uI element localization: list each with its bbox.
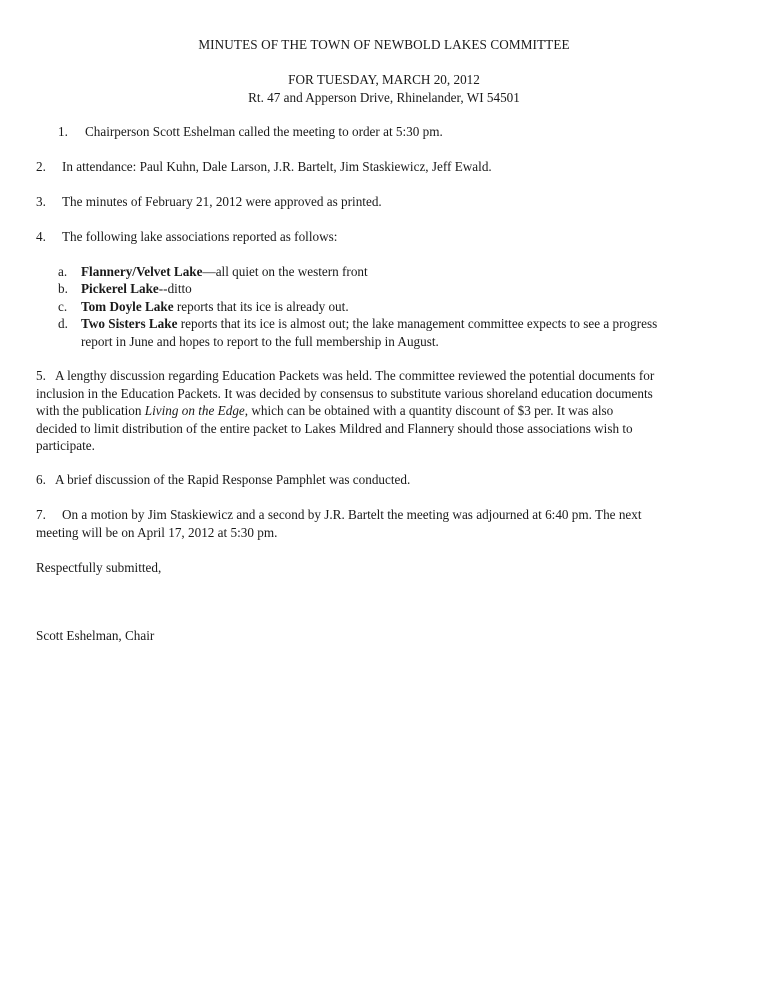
item-text: Chairperson Scott Eshelman called the meeting to order at 5:30 pm. — [85, 124, 443, 139]
item-text-line: participate. — [36, 438, 95, 453]
item-number: 1. — [58, 124, 68, 139]
item-number: 5. — [36, 368, 46, 383]
item-number: 2. — [36, 159, 46, 174]
lake-letter: b. — [58, 281, 68, 296]
lake-letter: c. — [58, 299, 68, 314]
minutes-item-5 — [36, 367, 736, 455]
meeting-address: Rt. 47 and Apperson Drive, Rhinelander, WI 54501 — [248, 90, 520, 105]
publication-title: Living on the Edge — [144, 403, 245, 418]
closing-salutation: Respectfully submitted, — [36, 560, 162, 575]
document-title: MINUTES OF THE TOWN OF NEWBOLD LAKES COMMITTEE — [198, 37, 570, 52]
lake-name: Pickerel Lake — [81, 281, 159, 296]
item-text-segment: with the publication — [36, 403, 145, 418]
lake-report-text-cont: report in June and hopes to report to the full membership in August. — [81, 333, 439, 349]
item-text: The following lake associations reported as follows: — [62, 229, 338, 244]
item-text-line: On a motion by Jim Staskiewicz and a second by J.R. Bartelt the meeting was adjourned at 6:40 pm. The next — [62, 507, 642, 522]
signature-name: Scott Eshelman, Chair — [36, 628, 155, 643]
minutes-item-1 — [58, 123, 758, 141]
item-text: In attendance: Paul Kuhn, Dale Larson, J.R. Bartelt, Jim Staskiewicz, Jeff Ewald. — [62, 159, 492, 174]
lake-letter: d. — [58, 316, 68, 331]
minutes-item-4 — [36, 228, 736, 246]
item-text: The minutes of February 21, 2012 were approved as printed. — [62, 194, 382, 209]
item-number: 6. — [36, 472, 46, 487]
item-number: 4. — [36, 229, 46, 244]
lake-name: Two Sisters Lake — [81, 316, 178, 331]
minutes-item-6 — [36, 471, 736, 489]
minutes-item-2 — [36, 158, 736, 176]
lake-report-text: --ditto — [158, 281, 192, 296]
meeting-date: FOR TUESDAY, MARCH 20, 2012 — [288, 72, 480, 87]
item-text-line: decided to limit distribution of the entire packet to Lakes Mildred and Flannery should those associations wish to — [36, 420, 633, 436]
lake-letter: a. — [58, 264, 68, 279]
item-text-line: inclusion in the Education Packets. It was decided by consensus to substitute various shoreland education documents — [36, 385, 653, 401]
item-text: A brief discussion of the Rapid Response Pamphlet was conducted. — [55, 472, 411, 487]
lake-name: Tom Doyle Lake — [81, 299, 174, 314]
minutes-item-3 — [36, 193, 736, 211]
lake-name: Flannery/Velvet Lake — [81, 264, 203, 279]
item-text-line: meeting will be on April 17, 2012 at 5:30 pm. — [36, 524, 278, 540]
item-number: 7. — [36, 507, 46, 522]
lake-report-text: reports that its ice is almost out; the lake management committee expects to see a progress — [177, 316, 658, 331]
item-number: 3. — [36, 194, 46, 209]
item-text-segment: , which can be obtained with a quantity discount of $3 per. It was also — [244, 403, 614, 418]
lake-report-text: —all quiet on the western front — [202, 264, 368, 279]
minutes-item-7 — [36, 506, 736, 541]
lake-report-text: reports that its ice is already out. — [173, 299, 349, 314]
item-text-line: A lengthy discussion regarding Education Packets was held. The committee reviewed the potential documents for — [55, 368, 655, 383]
